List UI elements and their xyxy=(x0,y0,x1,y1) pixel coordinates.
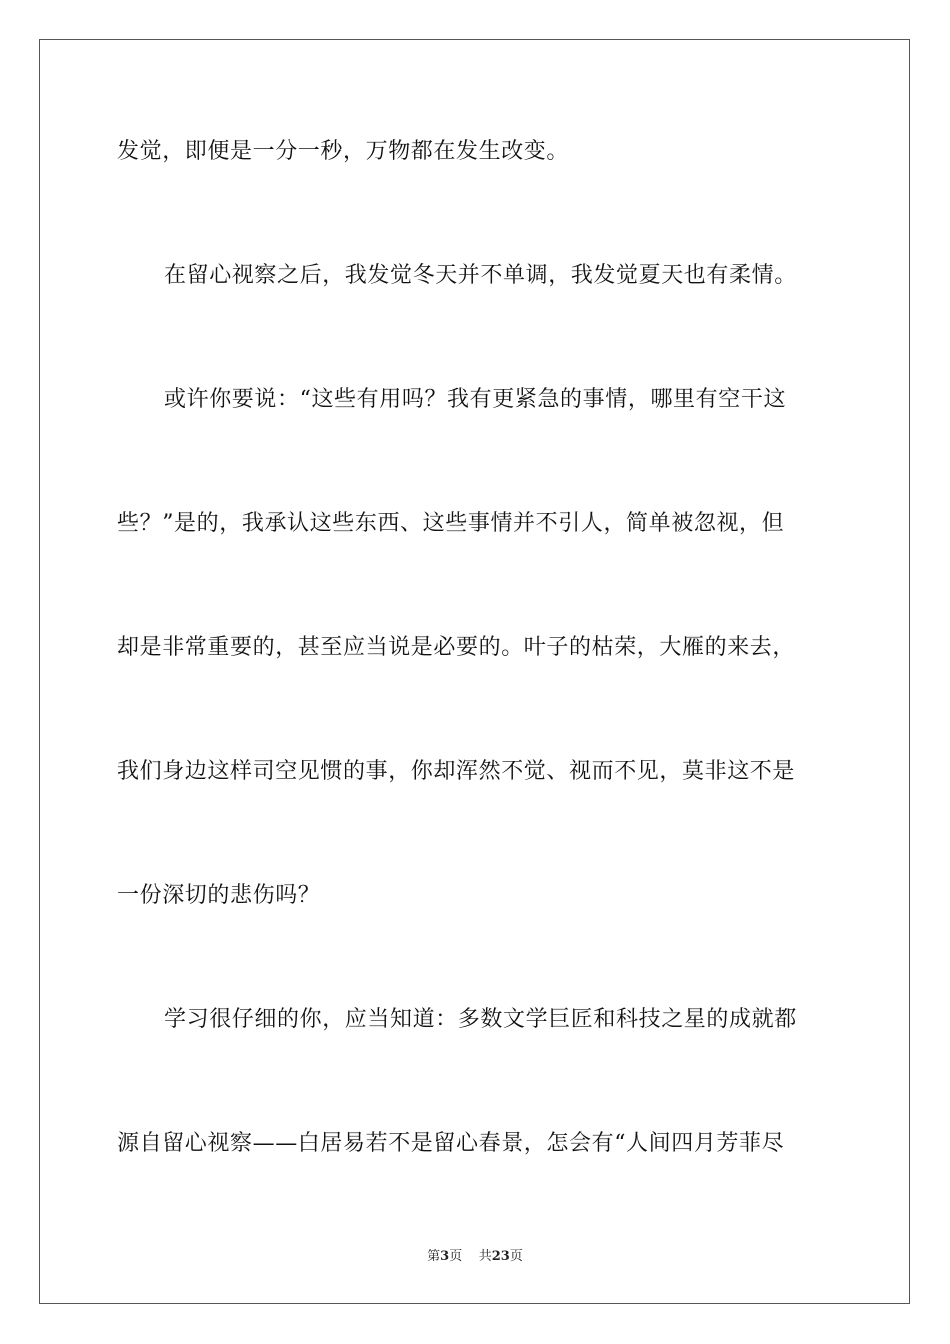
page-number: 3 xyxy=(440,1249,450,1264)
page-suffix: 页 xyxy=(449,1249,463,1264)
total-prefix: 共 xyxy=(478,1249,492,1264)
paragraph-line-1: 发觉，即便是一分一秒，万物都在发生改变。 xyxy=(117,139,570,164)
paragraph-line-9: 源自留心视察——白居易若不是留心春景，怎会有“人间四月芳菲尽 xyxy=(117,1131,785,1156)
page-border xyxy=(39,39,910,1304)
total-pages: 23 xyxy=(491,1249,510,1264)
page-footer xyxy=(0,1248,950,1266)
paragraph-line-3: 或许你要说：“这些有用吗？我有更紧急的事情，哪里有空干这 xyxy=(164,387,787,412)
paragraph-line-8: 学习很仔细的你，应当知道：多数文学巨匠和科技之星的成就都 xyxy=(164,1007,797,1032)
paragraph-line-4: 些？”是的，我承认这些东西、这些事情并不引人，简单被忽视，但 xyxy=(117,511,785,536)
paragraph-line-5: 却是非常重要的，甚至应当说是必要的。叶子的枯荣，大雁的来去， xyxy=(117,635,796,660)
total-suffix: 页 xyxy=(509,1249,523,1264)
paragraph-line-7: 一份深切的悲伤吗？ xyxy=(117,883,321,908)
paragraph-line-6: 我们身边这样司空见惯的事，你却浑然不觉、视而不见，莫非这不是 xyxy=(117,759,796,784)
paragraph-line-2: 在留心视察之后，我发觉冬天并不单调，我发觉夏天也有柔情。 xyxy=(164,263,797,288)
page-prefix: 第 xyxy=(427,1249,441,1264)
